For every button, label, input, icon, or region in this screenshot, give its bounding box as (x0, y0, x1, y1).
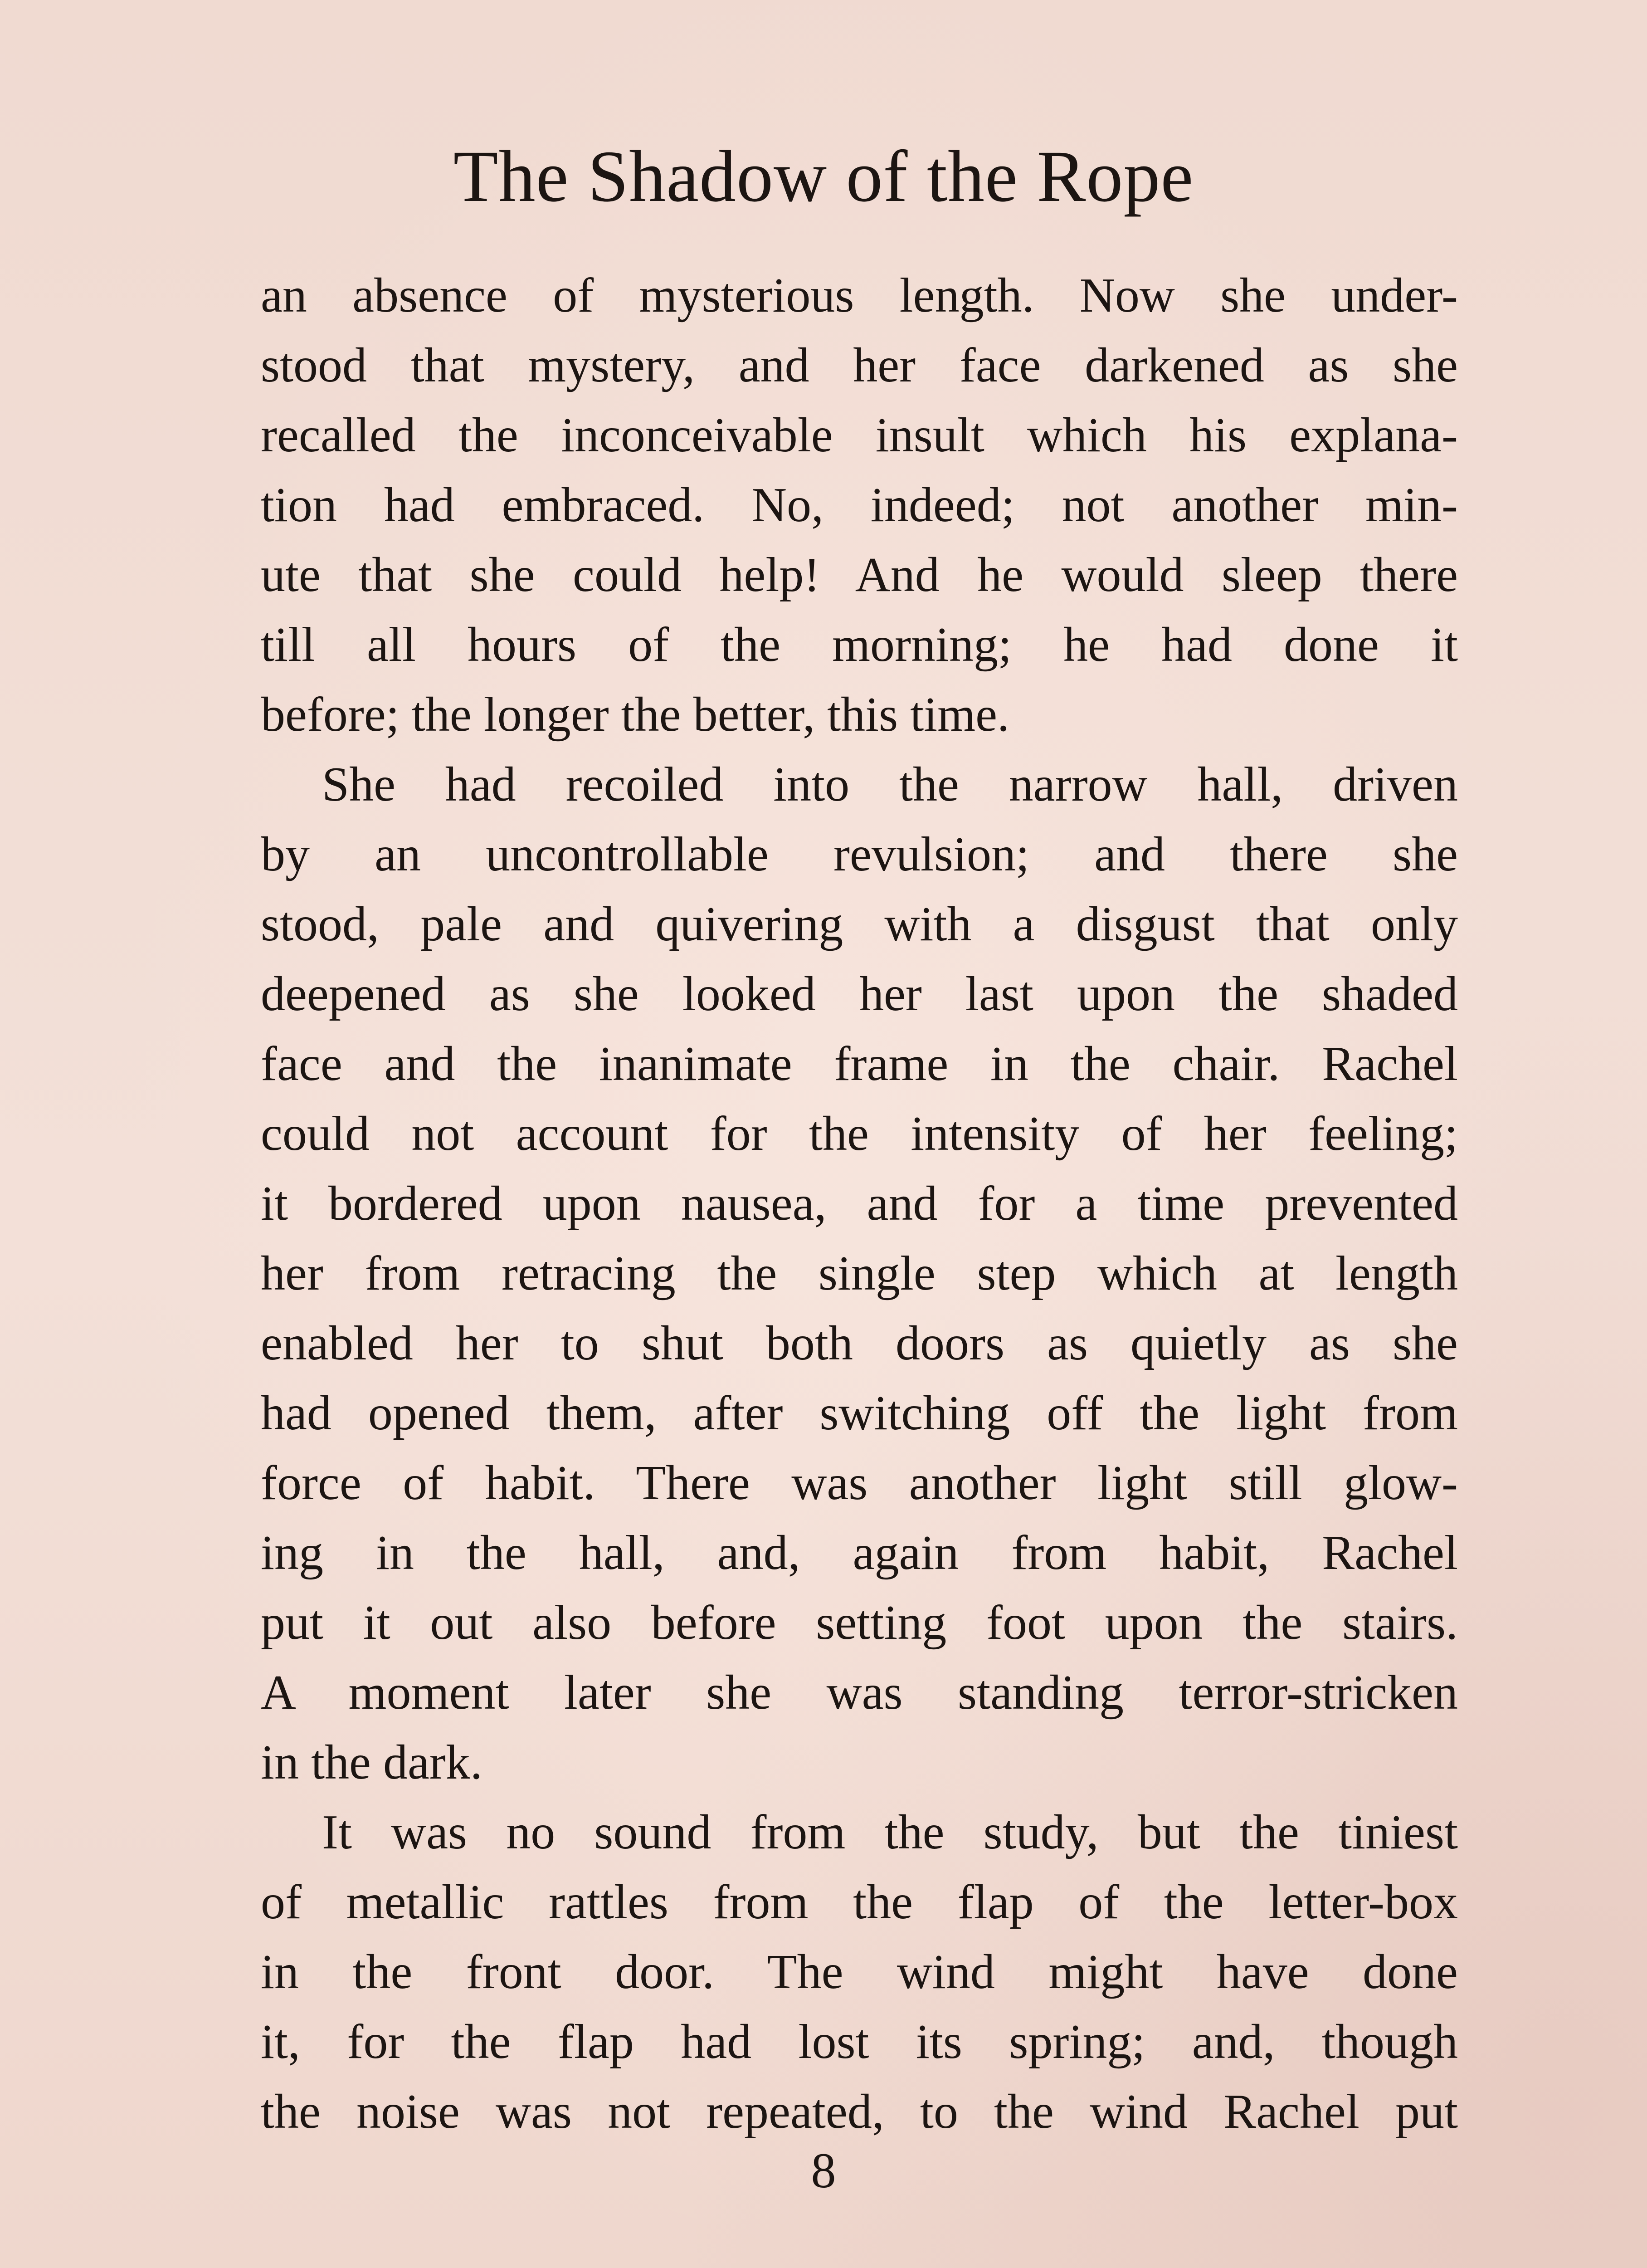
text-line: recalled the inconceivable insult which his explana- (261, 408, 1458, 462)
paragraph-2 (261, 750, 1458, 1798)
paragraph-3 (261, 1798, 1458, 2147)
text-line: face and the inanimate frame in the chair. Rachel (261, 1037, 1458, 1091)
text-line: her from retracing the single step which at length (261, 1246, 1458, 1300)
text-line: in the front door. The wind might have done (261, 1945, 1458, 1999)
text-line: till all hours of the morning; he had done it (261, 618, 1458, 672)
text-line: She had recoiled into the narrow hall, driven (322, 758, 1458, 811)
text-line: enabled her to shut both doors as quietly as she (261, 1316, 1458, 1370)
page-number: 8 (811, 2143, 836, 2198)
text-line: tion had embraced. No, indeed; not another min- (261, 478, 1458, 532)
text-line: the noise was not repeated, to the wind Rachel put (261, 2085, 1458, 2139)
text-line: stood that mystery, and her face darkened as she (261, 338, 1458, 392)
text-line: ute that she could help! And he would sleep there (261, 548, 1458, 602)
text-line: of metallic rattles from the flap of the letter-box (261, 1875, 1458, 1929)
running-head: The Shadow of the Rope (453, 136, 1194, 217)
text-line: It was no sound from the study, but the tiniest (322, 1805, 1458, 1859)
text-line: force of habit. There was another light still glow- (261, 1456, 1458, 1510)
body-text (261, 261, 1458, 2147)
text-line: before; the longer the better, this time. (261, 688, 1010, 742)
text-line: it, for the flap had lost its spring; and, though (261, 2015, 1458, 2069)
text-line: put it out also before setting foot upon the stairs. (261, 1596, 1458, 1650)
text-line: an absence of mysterious length. Now she under- (261, 269, 1458, 323)
text-line: deepened as she looked her last upon the shaded (261, 967, 1458, 1021)
text-line: stood, pale and quivering with a disgust that only (261, 897, 1458, 951)
text-line: had opened them, after switching off the light from (261, 1386, 1458, 1440)
text-line: in the dark. (261, 1735, 482, 1789)
paragraph-1 (261, 261, 1458, 750)
text-line: it bordered upon nausea, and for a time prevented (261, 1177, 1458, 1231)
text-line: ing in the hall, and, again from habit, Rachel (261, 1526, 1458, 1580)
text-line: by an uncontrollable revulsion; and there she (261, 827, 1458, 881)
text-line: A moment later she was standing terror-stricken (261, 1666, 1458, 1720)
text-line: could not account for the intensity of her feeling; (261, 1107, 1458, 1161)
